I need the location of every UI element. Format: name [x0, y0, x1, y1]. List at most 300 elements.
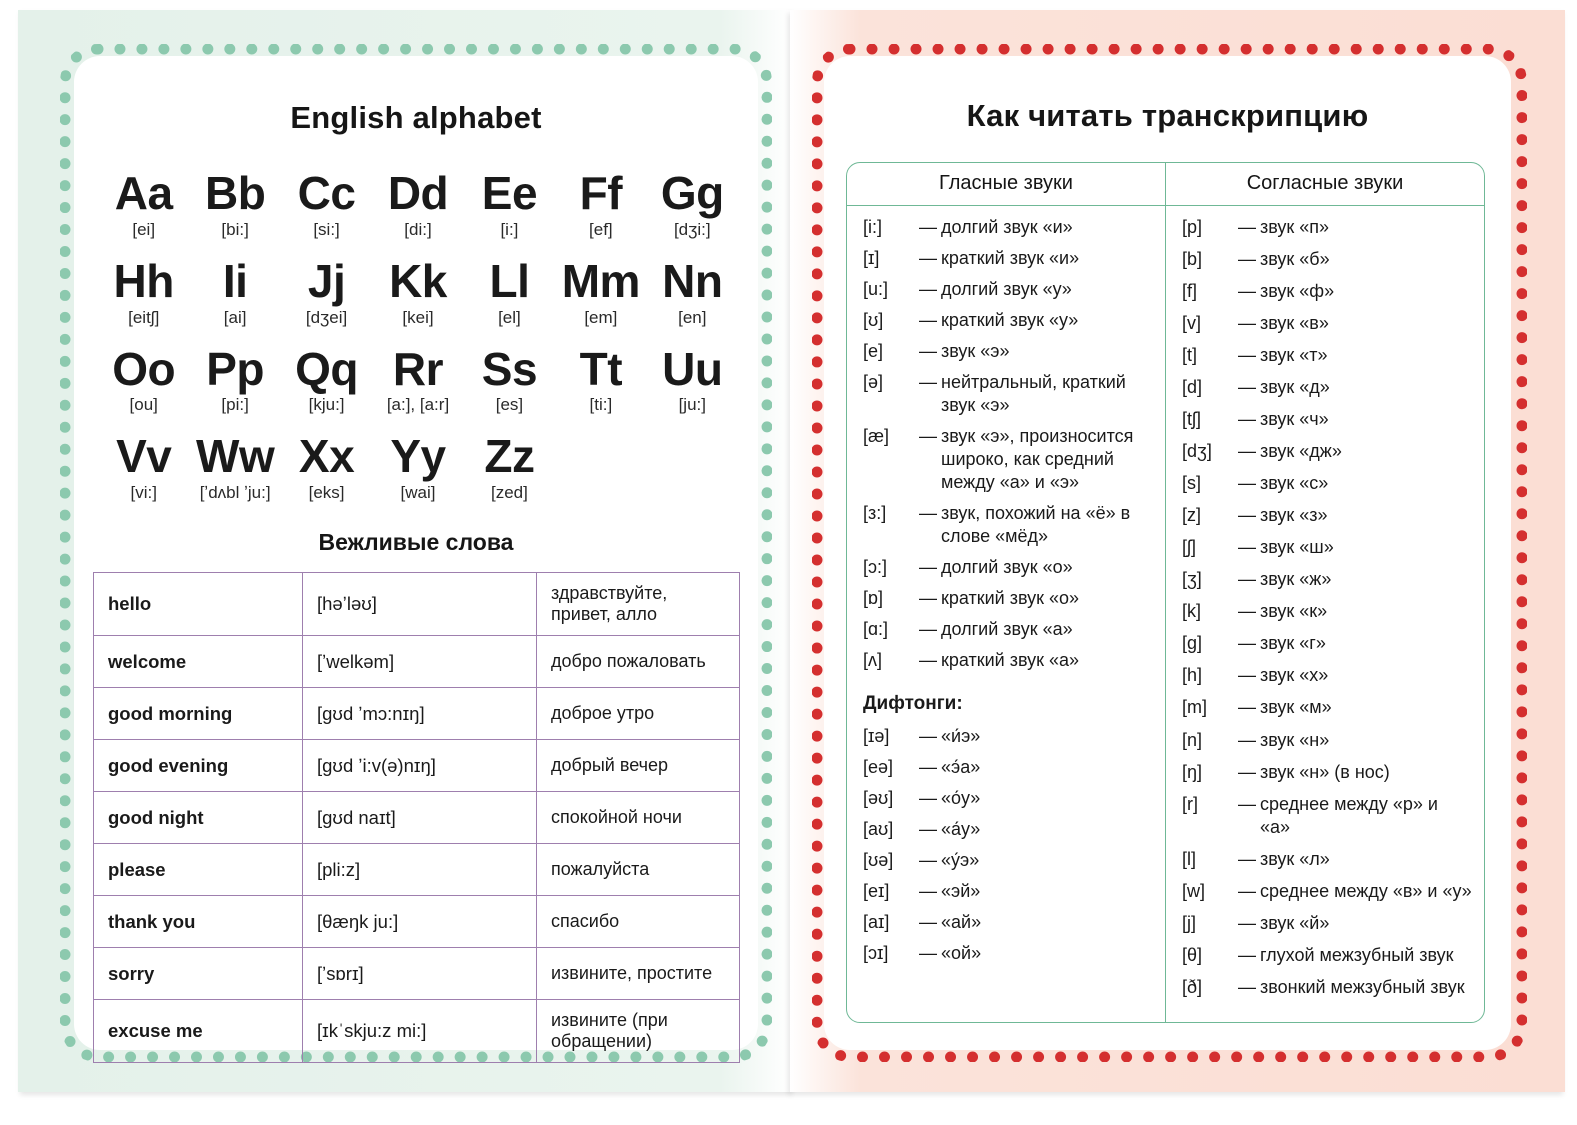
alphabet-transcription: [em]: [584, 307, 618, 327]
sound-symbol: [eɪ]: [863, 880, 890, 901]
vowel-row: [863, 278, 1153, 301]
alphabet-letter: Kk: [389, 254, 447, 307]
dash-separator: —: [1238, 281, 1256, 302]
dash-separator: —: [919, 880, 937, 901]
sound-symbol: [ɔɪ]: [863, 942, 889, 963]
alphabet-cell-uu: [647, 342, 738, 418]
dash-separator: —: [1238, 848, 1256, 869]
consonant-row: [1182, 880, 1472, 903]
alphabet-cell-qq: [281, 342, 372, 418]
dash-separator: —: [1238, 665, 1256, 686]
alphabet-cell-gg: [647, 167, 738, 242]
sound-description: нейтральный, краткий звук «э»: [941, 372, 1126, 416]
dash-separator: —: [1238, 217, 1256, 237]
consonant-row: [1182, 664, 1472, 687]
vowel-row: [863, 502, 1153, 548]
sound-symbol: [ɔ:]: [863, 557, 888, 578]
sound-description: долгий звук «о»: [941, 557, 1073, 578]
vowel-row: [863, 247, 1153, 270]
alphabet-cell-mm: [555, 254, 646, 330]
dash-separator: —: [1238, 441, 1256, 462]
vowel-row: [863, 309, 1153, 332]
alphabet-transcription: [kei]: [402, 307, 434, 327]
polite-words-table: [93, 572, 740, 1063]
sound-description: «ой»: [941, 942, 982, 963]
alphabet-cell-ss: [464, 342, 555, 418]
alphabet-letter: Ee: [481, 167, 538, 219]
sound-symbol: [b]: [1182, 249, 1203, 270]
sound-symbol: [æ]: [863, 426, 890, 447]
vowel-row: [863, 216, 1153, 239]
dash-separator: —: [1238, 793, 1256, 814]
sound-symbol: [v]: [1182, 313, 1202, 334]
dash-separator: —: [1238, 249, 1256, 270]
dash-separator: —: [919, 341, 937, 362]
alphabet-letter: Dd: [387, 167, 449, 219]
sound-description: звук «дж»: [1260, 441, 1342, 462]
consonant-row: [1182, 600, 1472, 623]
sound-description: звук «п»: [1260, 217, 1330, 237]
consonants-column: [1166, 206, 1484, 1022]
sound-symbol: [ɑ:]: [863, 619, 889, 640]
sound-symbol: [w]: [1182, 880, 1206, 901]
table-row: [94, 792, 740, 844]
alphabet-letter: Ss: [481, 342, 538, 395]
alphabet-transcription: [ef]: [589, 219, 613, 239]
sound-description: звук, похожий на «ё» в слове «мёд»: [941, 503, 1131, 547]
alphabet-letter: Bb: [204, 167, 266, 219]
left-content-card: [74, 56, 758, 1050]
sound-symbol: [d]: [1182, 377, 1203, 398]
polite-translation: извините (при обращении): [537, 1000, 740, 1063]
dash-separator: —: [919, 588, 937, 609]
alphabet-cell-pp: [189, 342, 280, 418]
sound-description: звук «г»: [1260, 633, 1326, 654]
polite-transcription: [pli:z]: [303, 844, 537, 896]
sound-description: звук «б»: [1260, 249, 1330, 270]
dash-separator: —: [919, 942, 937, 963]
alphabet-letter: Vv: [116, 430, 172, 483]
sound-symbol: [ʃ]: [1182, 537, 1197, 558]
consonant-row: [1182, 344, 1472, 367]
sound-description: звонкий межзубный звук: [1260, 976, 1465, 997]
column-header-vowels: Гласные звуки: [847, 163, 1166, 205]
sound-description: «и́э»: [941, 725, 981, 746]
consonant-row: [1182, 976, 1472, 999]
alphabet-cell-rr: [372, 342, 463, 418]
column-header-consonants: Согласные звуки: [1246, 172, 1404, 194]
alphabet-letter: Ii: [222, 254, 248, 307]
alphabet-letter: Jj: [307, 254, 346, 307]
alphabet-cell-nn: [647, 254, 738, 330]
alphabet-letter: Cc: [297, 167, 356, 219]
alphabet-transcription: [ou]: [129, 395, 158, 415]
alphabet-transcription: [ai]: [223, 307, 247, 327]
alphabet-cell-vv: [98, 430, 189, 505]
sound-description: «ай»: [941, 911, 982, 932]
dash-separator: —: [919, 650, 937, 671]
polite-transcription: [ʼsɒrɪ]: [303, 948, 537, 1000]
table-row: [94, 844, 740, 896]
diphthong-row: [863, 787, 1153, 810]
sound-symbol: [ɪ]: [863, 248, 880, 269]
alphabet-letter: Tt: [579, 342, 623, 395]
polite-word: good morning: [94, 688, 303, 740]
alphabet-cell-jj: [281, 254, 372, 330]
alphabet-cell-yy: [372, 430, 463, 505]
sound-description: долгий звук «а»: [941, 619, 1073, 640]
alphabet-cell-zz: [464, 430, 555, 505]
alphabet-cell-bb: [189, 167, 280, 242]
alphabet-cell-ll: [464, 254, 555, 330]
sound-symbol: [θ]: [1182, 944, 1203, 965]
consonant-row: [1182, 280, 1472, 303]
dash-separator: —: [1238, 761, 1256, 782]
alphabet-transcription: [di:]: [404, 219, 432, 239]
sounds-table: [846, 162, 1485, 1023]
alphabet-letter: Hh: [113, 254, 174, 307]
consonant-row: [1182, 793, 1472, 839]
sound-symbol: [f]: [1182, 281, 1198, 302]
sound-symbol: [з:]: [863, 503, 887, 524]
sound-symbol: [ŋ]: [1182, 761, 1203, 782]
dash-separator: —: [919, 911, 937, 932]
vowel-row: [863, 371, 1153, 417]
sound-symbol: [g]: [1182, 633, 1203, 654]
consonant-row: [1182, 504, 1472, 527]
diphthong-row: [863, 756, 1153, 779]
sound-description: звук «з»: [1260, 505, 1328, 526]
page-title-transcription: Как читать транскрипцию: [966, 98, 1369, 133]
sound-description: долгий звук «у»: [941, 279, 1072, 300]
dash-separator: —: [919, 279, 937, 300]
consonant-row: [1182, 761, 1472, 784]
diphthong-row: [863, 818, 1153, 841]
alphabet-cell-ff: [555, 167, 646, 242]
dash-separator: —: [1238, 976, 1256, 997]
dash-separator: —: [919, 619, 937, 640]
dash-separator: —: [919, 849, 937, 870]
polite-transcription: [gʊd ʼmɔ:nɪŋ]: [303, 688, 537, 740]
table-row: [94, 740, 740, 792]
sound-description: долгий звук «и»: [941, 217, 1073, 237]
sound-description: «у́э»: [941, 849, 980, 870]
polite-transcription: [ɪkˈskju:z mi:]: [303, 1000, 537, 1063]
polite-translation: добро пожаловать: [537, 636, 740, 688]
alphabet-transcription: [en]: [678, 307, 707, 327]
consonant-row: [1182, 729, 1472, 752]
right-content-card: [824, 56, 1511, 1050]
polite-translation: извините, простите: [537, 948, 740, 1000]
alphabet-cell-tt: [555, 342, 646, 418]
sound-symbol: [aʊ]: [863, 818, 894, 839]
sound-symbol: [ɪə]: [863, 725, 890, 746]
sound-symbol: [n]: [1182, 729, 1203, 750]
alphabet-cell-cc: [281, 167, 372, 242]
consonant-row: [1182, 848, 1472, 871]
vowel-row: [863, 618, 1153, 641]
dash-separator: —: [919, 426, 937, 447]
sound-symbol: [aɪ]: [863, 911, 890, 932]
sound-description: «а́у»: [941, 818, 981, 839]
diphthongs-list: [863, 725, 1153, 965]
sound-description: звук «н»: [1260, 729, 1330, 750]
polite-words-table-wrap: [93, 572, 740, 1063]
sound-description: «эй»: [941, 880, 981, 901]
alphabet-letter: Pp: [206, 342, 265, 395]
alphabet-transcription: [dʒei]: [305, 307, 348, 327]
sound-description: краткий звук «а»: [941, 650, 1080, 671]
alphabet-letter: Aa: [114, 167, 173, 219]
table-row: [94, 1000, 740, 1063]
diphthong-row: [863, 942, 1153, 965]
sound-description: краткий звук «у»: [941, 310, 1079, 331]
alphabet-letter: Xx: [298, 430, 355, 483]
alphabet-transcription: [a:], [a:r]: [386, 395, 450, 415]
table-row: [94, 896, 740, 948]
polite-translation: спокойной ночи: [537, 792, 740, 844]
table-row: [94, 948, 740, 1000]
alphabet-transcription: [es]: [495, 395, 524, 415]
sound-symbol: [tʃ]: [1182, 409, 1202, 430]
sounds-table-header: [847, 163, 1484, 206]
sound-symbol: [l]: [1182, 848, 1197, 869]
alphabet-cell-empty: [555, 433, 646, 505]
sound-symbol: [s]: [1182, 473, 1202, 494]
alphabet-cell-ii: [189, 254, 280, 330]
dash-separator: —: [1238, 409, 1256, 430]
dash-separator: —: [1238, 633, 1256, 654]
vowel-row: [863, 649, 1153, 672]
alphabet-transcription: [dʒi:]: [673, 219, 711, 239]
polite-transcription: [həʼləʊ]: [303, 573, 537, 636]
alphabet-transcription: [eks]: [308, 483, 345, 503]
sound-description: звук «э»: [941, 341, 1010, 362]
sound-symbol: [ʊə]: [863, 849, 894, 870]
vowel-row: [863, 556, 1153, 579]
sound-symbol: [ɒ]: [863, 588, 884, 609]
sound-symbol: [ʊ]: [863, 310, 884, 331]
sound-symbol: [k]: [1182, 601, 1202, 622]
consonant-row: [1182, 944, 1472, 967]
section-title-polite-words: Вежливые слова: [318, 529, 514, 556]
polite-transcription: [gʊd ʼi:v(ə)nɪŋ]: [303, 740, 537, 792]
alphabet-letter: Ww: [196, 430, 275, 483]
sound-description: звук «к»: [1260, 601, 1328, 622]
sound-description: звук «с»: [1260, 473, 1329, 494]
diphthong-row: [863, 880, 1153, 903]
diphthong-row: [863, 725, 1153, 748]
sound-description: звук «м»: [1260, 697, 1332, 718]
sound-symbol: [eə]: [863, 756, 894, 777]
consonant-row: [1182, 912, 1472, 935]
sound-description: звук «э», произносится широко, как средний между «а» и «э»: [941, 426, 1134, 493]
alphabet-cell-oo: [98, 342, 189, 418]
sound-symbol: [ð]: [1182, 976, 1203, 997]
alphabet-transcription: [si:]: [313, 219, 340, 239]
sound-description: звук «т»: [1260, 345, 1328, 366]
polite-translation: доброе утро: [537, 688, 740, 740]
diphthong-row: [863, 911, 1153, 934]
dash-separator: —: [919, 557, 937, 578]
alphabet-letter: Ll: [489, 254, 530, 307]
dash-separator: —: [919, 217, 937, 237]
dash-separator: —: [919, 372, 937, 393]
sound-description: звук «н» (в нос): [1260, 761, 1390, 782]
sound-description: звук «ф»: [1260, 281, 1335, 302]
consonants-list: [1182, 216, 1472, 999]
polite-word: sorry: [94, 948, 303, 1000]
sound-symbol: [i:]: [863, 217, 883, 237]
alphabet-cell-hh: [98, 254, 189, 330]
polite-transcription: [ʼwelkəm]: [303, 636, 537, 688]
sound-description: глухой межзубный звук: [1260, 944, 1454, 965]
alphabet-letter: Ff: [579, 167, 623, 219]
alphabet-cell-empty: [647, 433, 738, 505]
sound-description: «э́а»: [941, 756, 981, 777]
dash-separator: —: [1238, 345, 1256, 366]
sound-description: среднее между «р» и «а»: [1260, 793, 1438, 837]
consonant-row: [1182, 568, 1472, 591]
sound-symbol: [m]: [1182, 697, 1207, 718]
sound-description: звук «х»: [1260, 665, 1329, 686]
table-row: [94, 636, 740, 688]
sound-symbol: [ʒ]: [1182, 569, 1202, 590]
sound-description: краткий звук «о»: [941, 588, 1080, 609]
sound-symbol: [dʒ]: [1182, 441, 1212, 462]
dash-separator: —: [919, 503, 937, 524]
polite-word: welcome: [94, 636, 303, 688]
polite-word: hello: [94, 573, 303, 636]
dash-separator: —: [919, 725, 937, 746]
consonant-row: [1182, 216, 1472, 239]
dash-separator: —: [1238, 537, 1256, 558]
alphabet-grid: [98, 167, 738, 505]
dash-separator: —: [1238, 313, 1256, 334]
dash-separator: —: [1238, 505, 1256, 526]
alphabet-letter: Yy: [390, 430, 446, 483]
alphabet-transcription: [vi:]: [130, 483, 157, 503]
sound-symbol: [z]: [1182, 505, 1202, 526]
dash-separator: —: [919, 248, 937, 269]
sound-symbol: [t]: [1182, 345, 1198, 366]
sound-description: краткий звук «и»: [941, 248, 1080, 269]
alphabet-transcription: [ei]: [132, 219, 156, 239]
alphabet-letter: Zz: [484, 430, 535, 483]
alphabet-letter: Mm: [561, 254, 640, 307]
alphabet-transcription: [bi:]: [221, 219, 249, 239]
table-row: [94, 688, 740, 740]
consonant-row: [1182, 312, 1472, 335]
polite-transcription: [gʊd naɪt]: [303, 792, 537, 844]
polite-word: please: [94, 844, 303, 896]
sound-symbol: [p]: [1182, 217, 1203, 237]
sound-description: звук «й»: [1260, 912, 1330, 933]
consonant-row: [1182, 632, 1472, 655]
alphabet-letter: Qq: [295, 342, 358, 395]
alphabet-letter: Rr: [392, 342, 444, 395]
table-row: [94, 573, 740, 636]
sounds-table-body: [847, 206, 1484, 1022]
alphabet-transcription: [ju:]: [678, 395, 706, 415]
alphabet-transcription: [zed]: [490, 483, 528, 503]
page-title-english-alphabet: English alphabet: [290, 100, 542, 135]
sound-symbol: [u:]: [863, 279, 889, 300]
alphabet-transcription: [eitʃ]: [128, 307, 160, 327]
diphthong-row: [863, 849, 1153, 872]
dash-separator: —: [919, 787, 937, 808]
alphabet-transcription: [pi:]: [221, 395, 249, 415]
dash-separator: —: [1238, 697, 1256, 718]
vowel-row: [863, 587, 1153, 610]
dash-separator: —: [1238, 944, 1256, 965]
dash-separator: —: [1238, 377, 1256, 398]
diphthongs-title: Дифтонги:: [863, 692, 963, 714]
consonant-row: [1182, 248, 1472, 271]
alphabet-cell-xx: [281, 430, 372, 505]
alphabet-transcription: [ʼdʌbl ʼju:]: [199, 483, 271, 503]
dash-separator: —: [1238, 729, 1256, 750]
sound-description: «о́у»: [941, 787, 981, 808]
consonant-row: [1182, 408, 1472, 431]
alphabet-transcription: [i:]: [500, 219, 519, 239]
sound-description: звук «в»: [1260, 313, 1329, 334]
sound-symbol: [h]: [1182, 665, 1203, 686]
sound-description: звук «ш»: [1260, 537, 1334, 558]
polite-transcription: [θæŋk ju:]: [303, 896, 537, 948]
vowel-row: [863, 425, 1153, 494]
dash-separator: —: [919, 310, 937, 331]
dash-separator: —: [1238, 912, 1256, 933]
dash-separator: —: [1238, 569, 1256, 590]
consonant-row: [1182, 440, 1472, 463]
polite-word: thank you: [94, 896, 303, 948]
polite-word: excuse me: [94, 1000, 303, 1063]
sound-description: звук «л»: [1260, 848, 1330, 869]
sound-description: среднее между «в» и «у»: [1260, 880, 1472, 901]
polite-word: good evening: [94, 740, 303, 792]
alphabet-letter: Oo: [112, 342, 176, 395]
vowel-row: [863, 340, 1153, 363]
alphabet-cell-kk: [372, 254, 463, 330]
dash-separator: —: [919, 818, 937, 839]
alphabet-letter: Gg: [660, 167, 724, 219]
sound-description: звук «ч»: [1260, 409, 1329, 430]
alphabet-transcription: [kju:]: [308, 395, 345, 415]
polite-translation: здравствуйте, привет, алло: [537, 573, 740, 636]
alphabet-cell-ww: [189, 430, 280, 505]
sound-description: звук «ж»: [1260, 569, 1332, 590]
sound-symbol: [e]: [863, 341, 884, 362]
right-page: [790, 10, 1565, 1092]
alphabet-letter: Uu: [662, 342, 723, 395]
sound-symbol: [r]: [1182, 793, 1198, 814]
sound-symbol: [ʌ]: [863, 650, 883, 671]
vowels-column: [847, 206, 1166, 1022]
left-page: [18, 10, 790, 1092]
polite-translation: спасибо: [537, 896, 740, 948]
alphabet-transcription: [wai]: [400, 483, 436, 503]
alphabet-cell-aa: [98, 167, 189, 242]
polite-translation: добрый вечер: [537, 740, 740, 792]
sound-symbol: [ə]: [863, 372, 884, 393]
sound-symbol: [j]: [1182, 912, 1197, 933]
polite-word: good night: [94, 792, 303, 844]
sound-symbol: [əʊ]: [863, 787, 894, 808]
vowels-list: [863, 216, 1153, 673]
consonant-row: [1182, 536, 1472, 559]
dash-separator: —: [1238, 880, 1256, 901]
